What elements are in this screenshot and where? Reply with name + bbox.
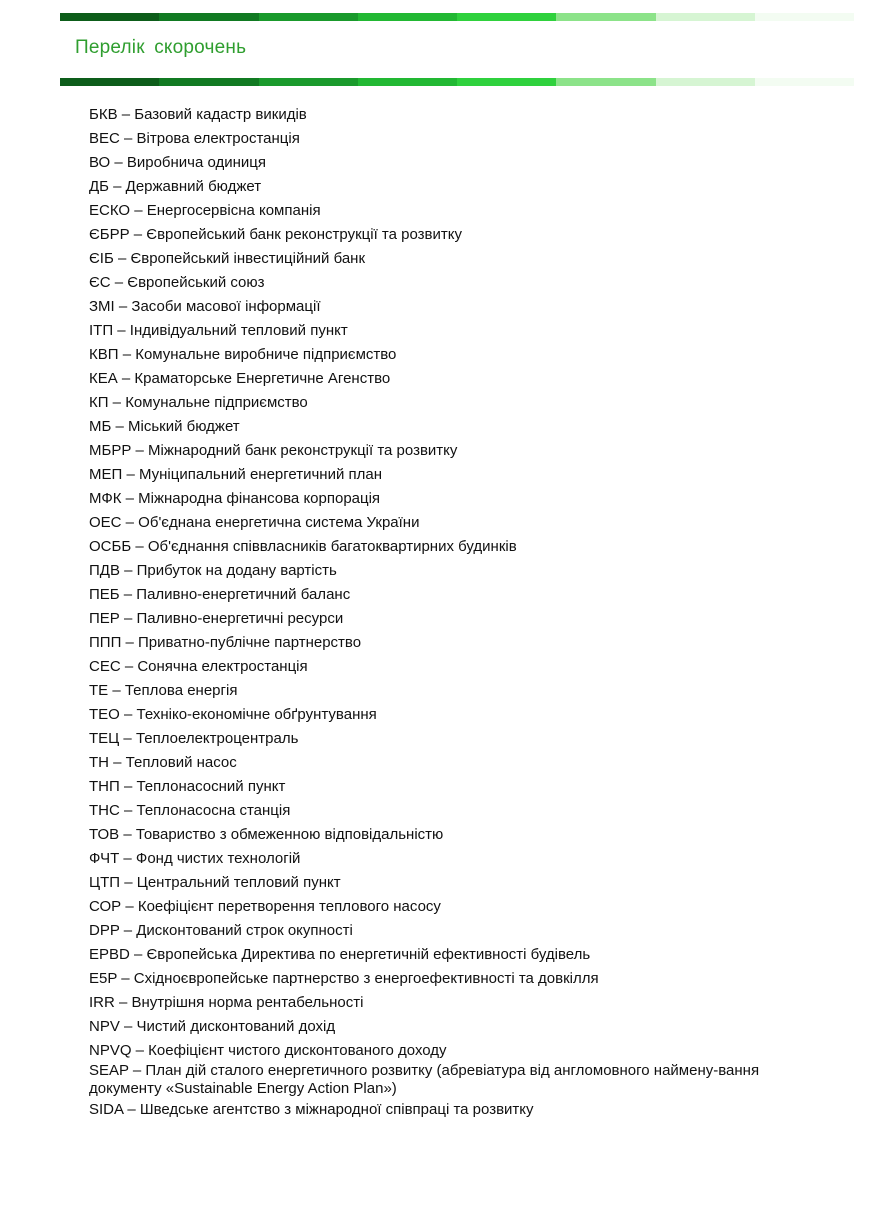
abbreviation-item: СОР – Коефіцієнт перетворення теплового насосу bbox=[89, 898, 441, 915]
abbreviation-item: ЄБРР – Європейський банк реконструкції та розвитку bbox=[89, 226, 462, 243]
abbreviation-item: БКВ – Базовий кадастр викидів bbox=[89, 106, 307, 123]
bar-segment bbox=[755, 13, 854, 21]
abbreviation-item: ТНС – Теплонасосна станція bbox=[89, 802, 291, 819]
abbreviation-item: NPVQ – Коефіцієнт чистого дисконтованого доходу bbox=[89, 1042, 447, 1059]
abbreviation-item: МФК – Міжнародна фінансова корпорація bbox=[89, 490, 381, 507]
bar-segment bbox=[159, 78, 258, 86]
abbreviation-item: МЕП – Муніципальний енергетичний план bbox=[89, 466, 383, 483]
abbreviation-item: ДБ – Державний бюджет bbox=[89, 178, 262, 195]
abbreviation-item: ТОВ – Товариство з обмеженною відповідальністю bbox=[89, 826, 444, 843]
abbreviation-item: ППП – Приватно-публічне партнерство bbox=[89, 634, 362, 651]
page-title: Перелік скорочень bbox=[75, 37, 247, 58]
abbreviation-item: ЗМІ – Засоби масової інформації bbox=[89, 298, 321, 315]
abbreviation-item: МБ – Міський бюджет bbox=[89, 418, 240, 435]
bar-segment bbox=[60, 78, 159, 86]
abbreviation-item: ЄІБ – Європейський інвестиційний банк bbox=[89, 250, 366, 267]
abbreviation-item: ФЧТ – Фонд чистих технологій bbox=[89, 850, 301, 867]
abbreviation-item: ОСББ – Об'єднання співвласників багатоквартирних будинків bbox=[89, 538, 517, 555]
abbreviation-item: КЕА – Краматорське Енергетичне Агенство bbox=[89, 370, 391, 387]
abbreviation-item: DPP – Дисконтований строк окупності bbox=[89, 922, 353, 939]
bar-segment bbox=[556, 13, 655, 21]
abbreviation-item: ПДВ – Прибуток на додану вартість bbox=[89, 562, 337, 579]
abbreviation-item: ВЕС – Вітрова електростанція bbox=[89, 130, 300, 147]
bar-segment bbox=[457, 13, 556, 21]
bar-segment bbox=[60, 13, 159, 21]
abbreviation-item: ТНП – Теплонасосний пункт bbox=[89, 778, 286, 795]
bar-segment bbox=[457, 78, 556, 86]
abbreviation-item: SEAP – План дій сталого енергетичного розвитку (абревіатура від англомовного наймену-вання документу «Sustainable Energy Action Plan») bbox=[89, 1062, 760, 1097]
abbreviation-item: ПЕБ – Паливно-енергетичний баланс bbox=[89, 586, 351, 603]
abbreviation-item: EPBD – Європейська Директива по енергетичній ефективності будівель bbox=[89, 946, 591, 963]
bar-segment bbox=[755, 78, 854, 86]
bar-segment bbox=[259, 78, 358, 86]
abbreviation-item: КП – Комунальне підприємство bbox=[89, 394, 308, 411]
abbreviation-item: ЦТП – Центральний тепловий пункт bbox=[89, 874, 341, 891]
header-top-gradient-bar bbox=[60, 13, 854, 21]
abbreviation-item: NPV – Чистий дисконтований дохід bbox=[89, 1018, 336, 1035]
abbreviation-item: ТЕО – Техніко-економічне обґрунтування bbox=[89, 706, 377, 723]
bar-segment bbox=[358, 13, 457, 21]
bar-segment bbox=[656, 13, 755, 21]
bar-segment bbox=[259, 13, 358, 21]
abbreviation-item: ЄС – Європейський союз bbox=[89, 274, 265, 291]
abbreviation-item: E5P – Східноєвропейське партнерство з енергоефективності та довкілля bbox=[89, 970, 599, 987]
abbreviation-item: SIDA – Шведське агентство з міжнародної співпраці та розвитку bbox=[89, 1101, 534, 1118]
header-bottom-gradient-bar bbox=[60, 78, 854, 86]
bar-segment bbox=[358, 78, 457, 86]
abbreviation-item: КВП – Комунальне виробниче підприємство bbox=[89, 346, 397, 363]
abbreviation-item: ЕСКО – Енергосервісна компанія bbox=[89, 202, 321, 219]
abbreviation-item: ІТП – Індивідуальний тепловий пункт bbox=[89, 322, 348, 339]
abbreviation-item: ТЕЦ – Теплоелектроцентраль bbox=[89, 730, 299, 747]
abbreviation-item: ОЕС – Об'єднана енергетична система України bbox=[89, 514, 420, 531]
abbreviation-item: IRR – Внутрішня норма рентабельності bbox=[89, 994, 364, 1011]
abbreviation-list bbox=[89, 105, 789, 1124]
abbreviation-item: МБРР – Міжнародний банк реконструкції та розвитку bbox=[89, 442, 458, 459]
abbreviation-item: ВО – Виробнича одиниця bbox=[89, 154, 267, 171]
abbreviation-item: СЕС – Сонячна електростанція bbox=[89, 658, 308, 675]
abbreviation-item: ТЕ – Теплова енергія bbox=[89, 682, 238, 699]
bar-segment bbox=[656, 78, 755, 86]
bar-segment bbox=[159, 13, 258, 21]
bar-segment bbox=[556, 78, 655, 86]
abbreviation-item: ТН – Тепловий насос bbox=[89, 754, 237, 771]
abbreviation-item: ПЕР – Паливно-енергетичні ресурси bbox=[89, 610, 344, 627]
